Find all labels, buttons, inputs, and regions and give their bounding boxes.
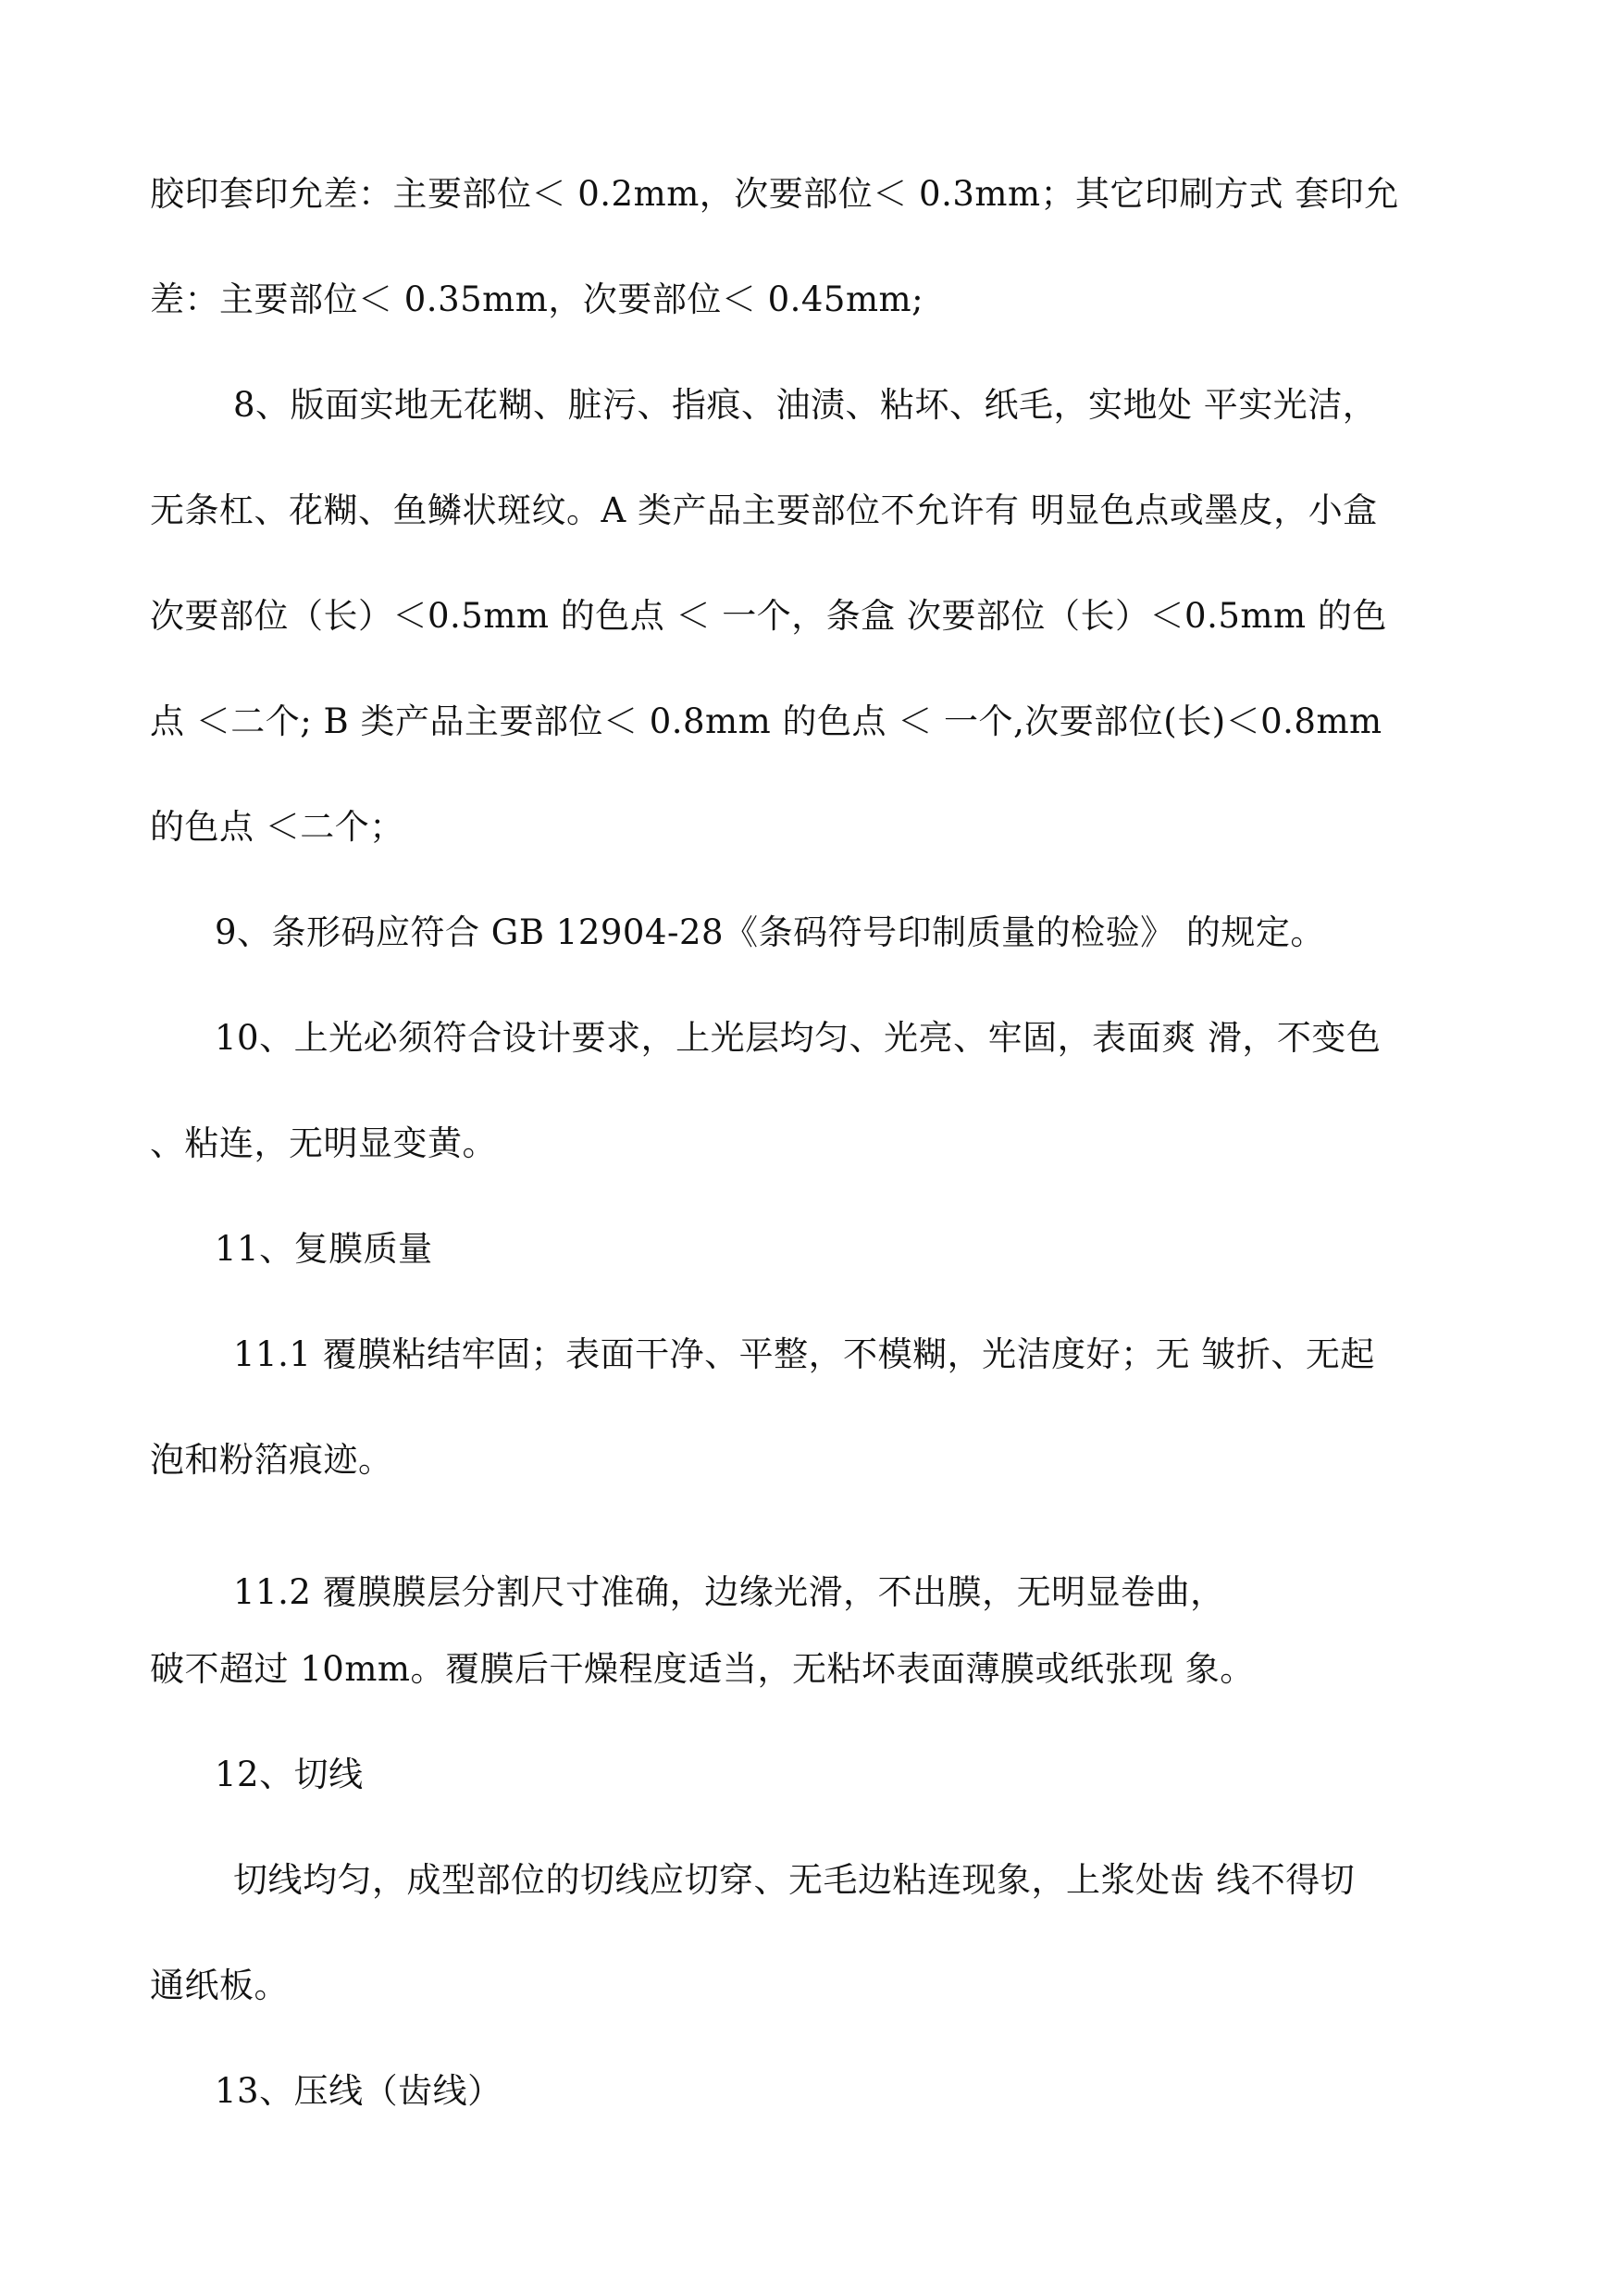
text-line: 10、上光必须符合设计要求，上光层均匀、光亮、牢固，表面爽 滑，不变色 bbox=[215, 1018, 1382, 1058]
text-line: 无条杠、花糊、鱼鳞状斑纹。A 类产品主要部位不允许有 明显色点或墨皮，小盒 bbox=[150, 490, 1378, 530]
text-line: 、粘连，无明显变黄。 bbox=[150, 1123, 497, 1163]
text-line: 通纸板。 bbox=[150, 1966, 289, 2005]
text-line: 11.1 覆膜粘结牢固；表面干净、平整，不模糊，光洁度好；无 皱折、无起 bbox=[233, 1334, 1375, 1374]
text-line: 切线均匀，成型部位的切线应切穿、无毛边粘连现象，上浆处齿 线不得切 bbox=[233, 1860, 1356, 1900]
text-line: 8、版面实地无花糊、脏污、指痕、油渍、粘坏、纸毛，实地处 平实光洁， bbox=[233, 385, 1378, 425]
text-line: 11、复膜质量 bbox=[215, 1229, 433, 1269]
text-line: 12、切线 bbox=[215, 1755, 364, 1794]
text-line: 胶印套印允差：主要部位＜ 0.2mm，次要部位＜ 0.3mm；其它印刷方式 套印允 bbox=[150, 174, 1399, 214]
text-line: 9、条形码应符合 GB 12904-28《条码符号印制质量的检验》 的规定。 bbox=[215, 912, 1325, 952]
text-line: 次要部位（长）＜0.5mm 的色点 ＜ 一个，条盒 次要部位（长）＜0.5mm 的色 bbox=[150, 596, 1387, 636]
text-line: 11.2 覆膜膜层分割尺寸准确，边缘光滑，不出膜，无明显卷曲， bbox=[233, 1572, 1225, 1612]
text-line: 13、压线（齿线） bbox=[215, 2071, 502, 2111]
text-line: 差：主要部位＜ 0.35mm，次要部位＜ 0.45mm; bbox=[150, 279, 924, 319]
text-line: 泡和粉箔痕迹。 bbox=[150, 1440, 393, 1480]
text-line: 破不超过 10mm。覆膜后干燥程度适当，无粘坏表面薄膜或纸张现 象。 bbox=[150, 1649, 1255, 1689]
text-line: 的色点 ＜二个； bbox=[150, 807, 404, 847]
text-line: 点 ＜二个; B 类产品主要部位＜ 0.8mm 的色点 ＜ 一个,次要部位(长)＜0.8mm bbox=[150, 701, 1382, 741]
